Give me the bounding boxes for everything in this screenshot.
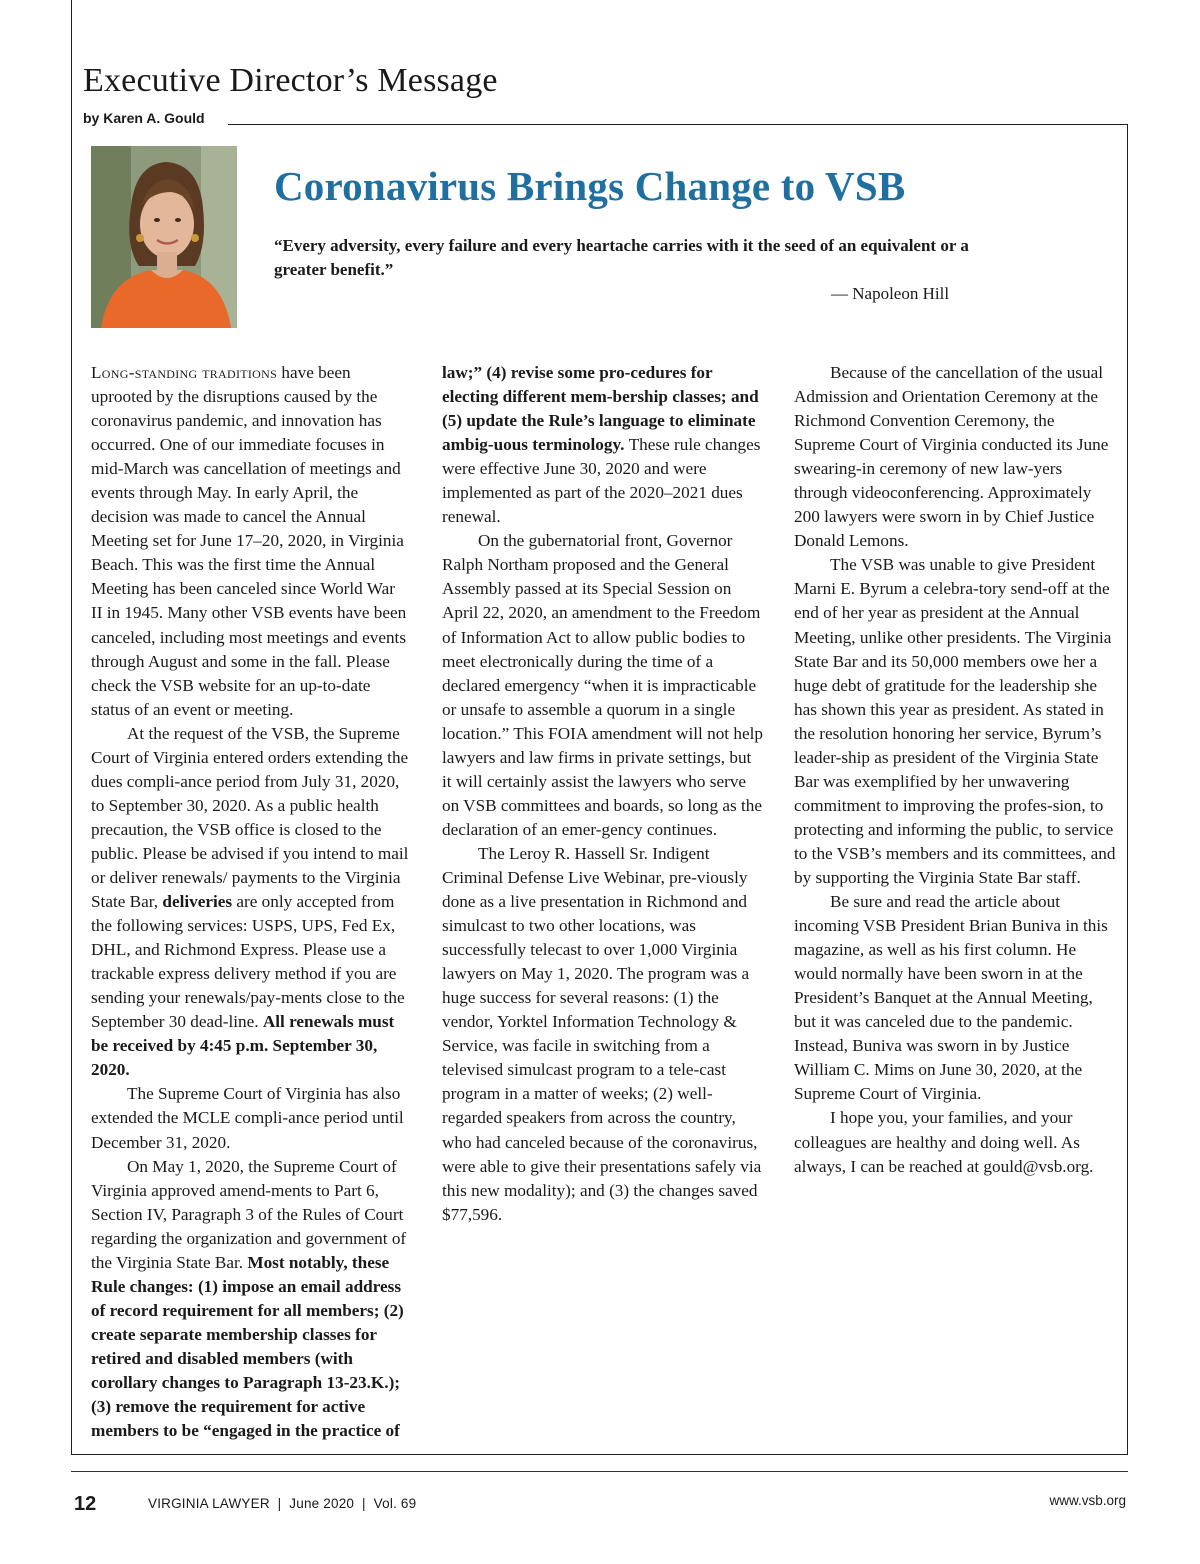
epigraph-quote: “Every adversity, every failure and every heartache carries with it the seed of an equivalent or a greater benefit.”	[274, 236, 969, 279]
publication-info: VIRGINIA LAWYER | June 2020 | Vol. 69	[148, 1496, 417, 1511]
paragraph-4-text-a: On May 1, 2020, the Supreme Court of Virginia approved amend-ments to Part 6, Section IV, Paragraph 3 of the Rules of Court regarding the organization and government of the Virginia State Bar.	[91, 1156, 407, 1272]
article-column-3	[794, 361, 1116, 1179]
article-box-right-rule	[1127, 124, 1128, 1455]
paragraph-2-bold-deadline: All renewals must be received by 4:45 p.m. September 30, 2020.	[91, 1012, 395, 1080]
continued-bold-text: law;” (4) revise some pro-cedures for electing different mem-bership classes; and (5) update the Rule’s language to eliminate ambig-uous terminology.	[442, 363, 759, 455]
paragraph-1-text: have been uprooted by the disruptions caused by the coronavirus pandemic, and innovation has occurred. One of our immediate focuses in mid-March was cancellation of meetings and events through May. In early April, the decision was made to cancel the Annual Meeting set for June 17–20, 2020, in Virginia Beach. This was the first time the Annual Meeting has been canceled since World War II in 1945. Many other VSB events have been canceled, including most meetings and events through August and some in the fall. Please check the VSB website for an up-to-date status of an event or meeting.	[91, 363, 407, 719]
paragraph-7: Because of the cancellation of the usual Admission and Orientation Ceremony at the Richmond Convention Ceremony, the Supreme Court of Virginia conducted its June swearing-in ceremony of new law-yers through videoconferencing. Approximately 200 lawyers were sworn in by Chief Justice Donald Lemons.	[794, 363, 1109, 551]
footer-rule	[71, 1471, 1128, 1472]
quote-attribution: — Napoleon Hill	[831, 284, 950, 303]
paragraph-5: On the gubernatorial front, Governor Ralph Northam proposed and the General Assembly passed at its Special Session on April 22, 2020, an amendment to the Freedom of Information Act to allow public bodies to meet electronically during the time of a declared emergency “when it is impracticable or unsafe to assemble a quorum in a single location.” This FOIA amendment will not help lawyers and law firms in private settings, but it will certainly assist the lawyers who serve on VSB committees and boards, so long as the declaration of an emer-gency continues.	[442, 531, 763, 839]
lead-in: Long-standing traditions	[91, 363, 278, 382]
section-title: Executive Director’s Message	[83, 62, 498, 99]
paragraph-6: The Leroy R. Hassell Sr. Indigent Criminal Defense Live Webinar, pre-viously done as a live presentation in Richmond and simulcast to two other locations, was successfully telecast to over 1,000 Virginia lawyers on May 1, 2020. The program was a huge success for several reasons: (1) the vendor, Yorktel Information Technology & Service, was facile in switching from a televised simulcast program to a tele-cast program in a matter of weeks; (2) well-regarded speakers from across the country, who had canceled because of the coronavirus, were able to give their presentations safely via this new modality); and (3) the changes saved $77,596.	[442, 843, 762, 1224]
page-frame-left-rule	[71, 0, 72, 1455]
paragraph-2-bold-deliveries: deliveries	[162, 892, 233, 912]
website-url: www.vsb.org	[1049, 1493, 1126, 1508]
paragraph-4-bold-rule-changes: Most notably, these Rule changes: (1) impose an email address of record requirement for all members; (2) create separate membership classes for retired and disabled members (with corollary changes to Paragraph 13-23.K.); (3) remove the requirement for active members to be “engaged in the practice of	[91, 1252, 404, 1441]
paragraph-2-text-a: At the request of the VSB, the Supreme Court of Virginia entered orders extending the dues compli-ance period from July 31, 2020, to September 30, 2020. As a public health precaution, the VSB office is closed to the public. Please be advised if you intend to mail or deliver renewals/ payments to the Virginia State Bar,	[91, 723, 409, 912]
paragraph-9: Be sure and read the article about incoming VSB President Brian Buniva in this magazine, as well as his first column. He would normally have been sworn in at the President’s Banquet at the Annual Meeting, but it was canceled due to the pandemic. Instead, Buniva was sworn in by Justice William C. Mims on June 30, 2020, at the Supreme Court of Virginia.	[794, 892, 1108, 1104]
article-column-1	[91, 361, 409, 1443]
paragraph-2-text-c: are only accepted from the following services: USPS, UPS, Fed Ex, DHL, and Richmond Express. Please use a trackable express delivery method if you are sending your renewals/pay-ments close to the September 30 dead-line.	[91, 892, 405, 1032]
continued-text: These rule changes were effective June 30, 2020 and were implemented as part of the 2020–2021 dues renewal.	[442, 435, 761, 527]
paragraph-8: The VSB was unable to give President Marni E. Byrum a celebra-tory send-off at the end of her year as president at the Annual Meeting, unlike other presidents. The Virginia State Bar and its 50,000 members owe her a huge debt of gratitude for the leadership she has shown this year as president. As stated in the resolution honoring her service, Byrum’s leader-ship as president of the Virginia State Bar was exemplified by her unwavering commitment to improving the profes-sion, to protecting and informing the public, to service to the VSB’s members and its committees, and by supporting the Virginia State Bar staff.	[794, 555, 1116, 887]
paragraph-3: The Supreme Court of Virginia has also extended the MCLE compli-ance period until December 31, 2020.	[91, 1084, 404, 1152]
article-box-bottom-rule	[71, 1454, 1128, 1455]
paragraph-1	[91, 361, 409, 722]
page-number: 12	[74, 1493, 97, 1515]
article-column-2	[442, 361, 764, 1227]
author-photo	[91, 146, 237, 328]
author-byline: by Karen A. Gould	[83, 110, 205, 126]
continued-paragraph	[442, 361, 764, 529]
paragraph-2	[91, 722, 409, 1083]
article-headline: Coronavirus Brings Change to VSB	[274, 163, 906, 209]
byline-rule	[228, 124, 1128, 125]
paragraph-4-start	[91, 1155, 409, 1444]
paragraph-10: I hope you, your families, and your colleagues are healthy and doing well. As always, I can be reached at gould@vsb.org.	[794, 1108, 1094, 1176]
